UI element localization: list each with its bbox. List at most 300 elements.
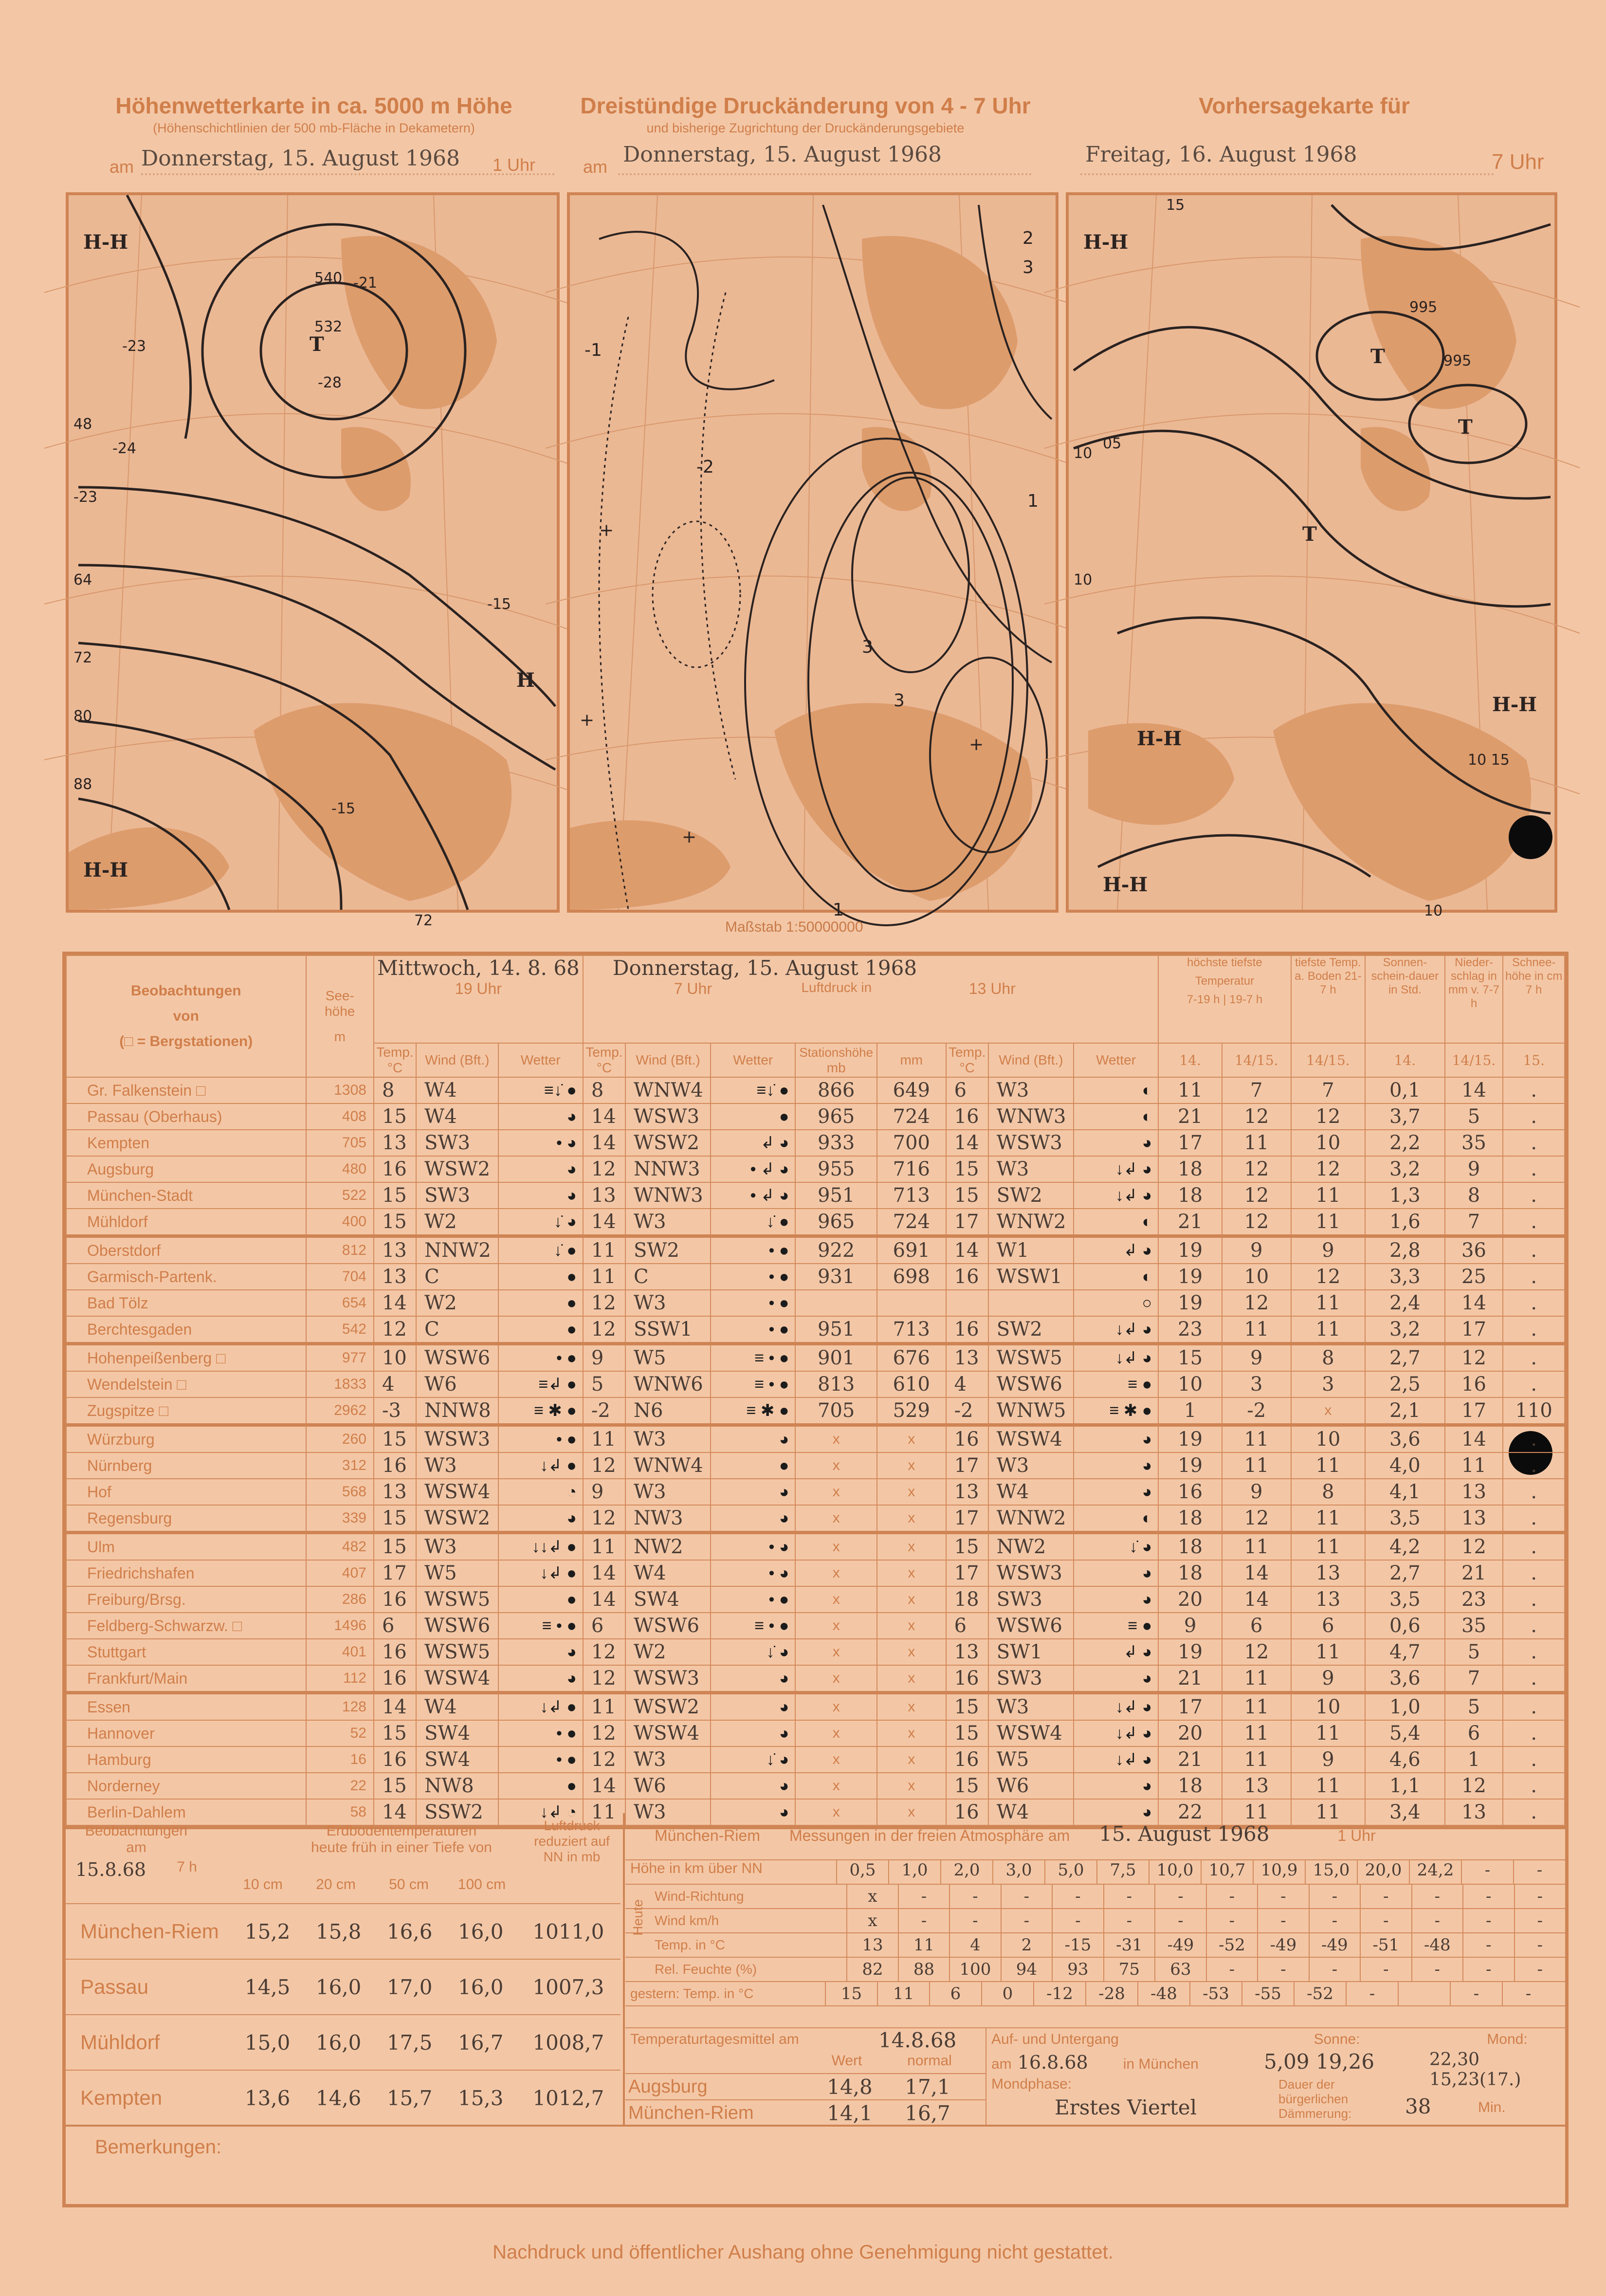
atmo-date: 15. August 1968 <box>1099 1822 1270 1846</box>
temp-min: 13 <box>1222 1773 1291 1799</box>
atmo-value: - <box>1360 1958 1411 1981</box>
station-height: 58 <box>306 1799 374 1825</box>
precipitation: 7 <box>1445 1209 1503 1236</box>
wind-19: SW4 <box>416 1746 498 1773</box>
precipitation: 36 <box>1445 1236 1503 1264</box>
temp-13: -2 <box>946 1397 988 1425</box>
temp-min: 12 <box>1222 1639 1291 1665</box>
col-head-d4: 14. <box>1365 1043 1444 1077</box>
map2-subtitle: und bisherige Zugrichtung der Druckänderungsgebiete <box>646 121 965 135</box>
soil-temp: 14,5 <box>244 1975 291 1999</box>
table-row <box>66 1316 1565 1344</box>
soil-pressure: 1007,3 <box>532 1975 604 1999</box>
table-row <box>66 1505 1565 1533</box>
weather-19: ≡↓̇ ● <box>498 1077 583 1103</box>
wind-7: W2 <box>625 1639 711 1665</box>
atmo-time: 1 Uhr <box>1337 1827 1376 1844</box>
temp-13: 13 <box>946 1639 988 1665</box>
sun-sonne-val: 5,09 19,26 <box>1264 2050 1375 2074</box>
sunshine-hours: 2,1 <box>1365 1397 1444 1425</box>
weather-19: ↓̇ ◕ <box>498 1209 583 1236</box>
map2-date: Donnerstag, 15. August 1968 <box>623 142 942 167</box>
temp-7: 9 <box>583 1479 625 1505</box>
sun-sonne: Sonne: <box>1314 2031 1360 2047</box>
station-height: 654 <box>306 1290 374 1316</box>
temp-19: 10 <box>374 1344 416 1372</box>
wind-13: WNW2 <box>988 1209 1074 1236</box>
ground-temp-min: 11 <box>1291 1533 1366 1561</box>
ground-temp-min: 11 <box>1291 1505 1366 1533</box>
wind-7: SW4 <box>625 1586 711 1613</box>
station-height: 2962 <box>306 1397 374 1425</box>
station-height: 400 <box>306 1209 374 1236</box>
station-name: Friedrichshafen <box>66 1560 306 1586</box>
pressure-mm: x <box>877 1533 946 1561</box>
table-row <box>66 1479 1565 1505</box>
station-name: Nürnberg <box>66 1452 306 1479</box>
sun-daemmer2: bürgerlichen <box>1278 2092 1349 2106</box>
weather-19: ◕ <box>498 1156 583 1182</box>
atmo-value: -49 <box>1309 1933 1360 1957</box>
sunshine-hours: 2,2 <box>1365 1130 1444 1156</box>
pressure-mm: 716 <box>877 1156 946 1182</box>
atmo-value: 94 <box>1001 1958 1052 1981</box>
atmo-value: - <box>1514 1909 1565 1932</box>
precipitation: 35 <box>1445 1613 1503 1639</box>
temp-13: 17 <box>946 1505 988 1533</box>
atmo-value: -55 <box>1241 1982 1294 2005</box>
svg-text:995: 995 <box>1443 352 1472 369</box>
table-row <box>66 1693 1565 1721</box>
pressure-mm: x <box>877 1746 946 1773</box>
station-name: Zugspitze □ <box>66 1397 306 1425</box>
wind-7: WSW2 <box>625 1130 711 1156</box>
atmo-rows <box>625 1885 1565 2006</box>
station-height: 705 <box>306 1130 374 1156</box>
soil-temp: 16,0 <box>457 1919 504 1944</box>
temp-7: 12 <box>583 1452 625 1479</box>
pressure-mb: x <box>795 1533 877 1561</box>
table-row <box>66 1397 1565 1425</box>
temp-min: 7 <box>1222 1077 1291 1103</box>
weather-19: ≡ • ● <box>498 1613 583 1639</box>
col-head-hoechst: höchste tiefste <box>1187 956 1262 969</box>
svg-text:-23: -23 <box>73 489 97 506</box>
svg-text:10: 10 <box>1074 445 1093 462</box>
atmo-value: - <box>1309 1958 1360 1981</box>
ground-temp-min: 10 <box>1291 1693 1366 1721</box>
precipitation: 11 <box>1445 1452 1503 1479</box>
weather-7: ↲ ◕ <box>711 1130 795 1156</box>
svg-text:-28: -28 <box>318 374 342 391</box>
weather-7: ● <box>711 1103 795 1130</box>
map1-title: Höhenwetterkarte in ca. 5000 m Höhe <box>115 93 512 118</box>
snow-depth: . <box>1503 1236 1565 1264</box>
sunshine-hours: 0,6 <box>1365 1613 1444 1639</box>
wind-13: W3 <box>988 1452 1074 1479</box>
sunshine-hours: 2,4 <box>1365 1290 1444 1316</box>
weather-19: ↓̇ ● <box>498 1236 583 1264</box>
temp-min: 11 <box>1222 1746 1291 1773</box>
ground-temp-min: 11 <box>1291 1209 1366 1236</box>
atmo-table <box>625 1859 1565 2006</box>
weather-13: ◕ <box>1074 1773 1158 1799</box>
atmo-value: - <box>1206 1885 1257 1908</box>
atmo-value: 88 <box>898 1958 949 1981</box>
wind-7: SSW1 <box>625 1316 711 1344</box>
weather-13: ◕ <box>1074 1799 1158 1825</box>
temp-max: 22 <box>1158 1799 1222 1825</box>
wind-7: W3 <box>625 1479 711 1505</box>
station-name: Hof <box>66 1479 306 1505</box>
sun-in: in München <box>1123 2056 1199 2072</box>
station-height: 112 <box>306 1665 374 1693</box>
weather-19: ↓↓↲ ● <box>498 1533 583 1561</box>
weather-13: ◕ <box>1074 1425 1158 1453</box>
station-height: 16 <box>306 1746 374 1773</box>
soil-depth-header: 100 cm <box>457 1876 506 1892</box>
remarks-label: Bemerkungen: <box>95 2136 222 2158</box>
svg-text:-2: -2 <box>696 457 714 477</box>
temp-13 <box>946 1290 988 1316</box>
table-row <box>66 1236 1565 1264</box>
col-head-sonne: Sonnen-schein-dauer in Std. <box>1365 955 1444 1043</box>
ground-temp-min: 12 <box>1291 1264 1366 1290</box>
soil-depth-header: 10 cm <box>243 1876 283 1892</box>
svg-text:-15: -15 <box>331 800 355 817</box>
tmean-normal: normal <box>907 2053 952 2069</box>
temp-13: 16 <box>946 1264 988 1290</box>
svg-text:10: 10 <box>1424 902 1443 919</box>
atmo-row-label: Wind km/h <box>655 1913 719 1928</box>
temp-min: 12 <box>1222 1156 1291 1182</box>
svg-text:T: T <box>310 333 324 356</box>
col-head-d5: 14/15. <box>1445 1043 1503 1077</box>
precipitation: 21 <box>1445 1560 1503 1586</box>
snow-depth: . <box>1503 1533 1565 1561</box>
temp-max: 20 <box>1158 1586 1222 1613</box>
map-scale: Maßstab 1:50000000 <box>725 919 863 935</box>
temp-7: 8 <box>583 1077 625 1103</box>
wind-13: W4 <box>988 1799 1074 1825</box>
ground-temp-min: 11 <box>1291 1639 1366 1665</box>
temp-13: 6 <box>946 1077 988 1103</box>
svg-text:15: 15 <box>1166 197 1185 214</box>
precipitation: 6 <box>1445 1720 1503 1746</box>
wind-19: C <box>416 1316 498 1344</box>
temp-max: 18 <box>1158 1505 1222 1533</box>
weather-19: • ● <box>498 1746 583 1773</box>
ground-temp-min: 9 <box>1291 1236 1366 1264</box>
svg-text:995: 995 <box>1409 299 1438 316</box>
col-head-temp-19: Temp. °C <box>374 1043 416 1077</box>
precipitation: 5 <box>1445 1693 1503 1721</box>
sun-daemmer <box>1278 2077 1351 2121</box>
svg-text:T: T <box>1370 345 1385 368</box>
temp-min: 11 <box>1222 1533 1291 1561</box>
temp-19: 16 <box>374 1452 416 1479</box>
precipitation: 17 <box>1445 1316 1503 1344</box>
soil-depth-headers <box>226 1876 523 1893</box>
col-head-13uhr: 13 Uhr <box>968 980 1016 997</box>
snow-depth: . <box>1503 1264 1565 1290</box>
svg-text:48: 48 <box>73 416 92 433</box>
temp-max: 18 <box>1158 1773 1222 1799</box>
wind-7: NW3 <box>625 1505 711 1533</box>
atmo-value: - <box>1309 1885 1360 1908</box>
temp-max: 18 <box>1158 1182 1222 1209</box>
col-head-7uhr: 7 Uhr <box>674 980 712 997</box>
temp-min: 11 <box>1222 1452 1291 1479</box>
wind-19: W4 <box>416 1077 498 1103</box>
soil-station: Mühldorf <box>80 2031 160 2054</box>
weather-19: ◔ <box>498 1479 583 1505</box>
soil-temp: 16,0 <box>315 2030 362 2055</box>
snow-depth: . <box>1503 1371 1565 1397</box>
precipitation: 23 <box>1445 1586 1503 1613</box>
wind-13: SW3 <box>988 1665 1074 1693</box>
atmo-value: - <box>1514 1933 1565 1957</box>
soil-station: München-Riem <box>80 1920 219 1943</box>
temp-13: 16 <box>946 1665 988 1693</box>
atmo-height: 10,0 <box>1149 1860 1201 1884</box>
sunshine-hours: 3,5 <box>1365 1505 1444 1533</box>
svg-text:H-H: H-H <box>1492 693 1537 716</box>
atmo-value: - <box>1462 1885 1514 1908</box>
temp-7: 13 <box>583 1182 625 1209</box>
atmo-height: 1,0 <box>888 1860 940 1884</box>
atmo-value: - <box>1309 1909 1360 1932</box>
pressure-mm: x <box>877 1505 946 1533</box>
forecast-map <box>1066 192 1557 919</box>
station-height: 128 <box>306 1693 374 1721</box>
temp-max: 18 <box>1158 1533 1222 1561</box>
temp-13: 15 <box>946 1720 988 1746</box>
weather-7: ◕ <box>711 1505 795 1533</box>
weather-7: • ● <box>711 1290 795 1316</box>
temp-13: 14 <box>946 1236 988 1264</box>
col-head-wind-13: Wind (Bft.) <box>988 1043 1074 1077</box>
snow-depth: . <box>1503 1130 1565 1156</box>
snow-depth: . <box>1503 1639 1565 1665</box>
temp-13: 17 <box>946 1452 988 1479</box>
pressure-mb: x <box>795 1720 877 1746</box>
pressure-mm: 700 <box>877 1130 946 1156</box>
precipitation: 1 <box>1445 1746 1503 1773</box>
wind-19: WSW2 <box>416 1156 498 1182</box>
wind-19: WSW6 <box>416 1344 498 1372</box>
map1-header <box>83 92 545 136</box>
station-name: Passau (Oberhaus) <box>66 1103 306 1130</box>
station-height: 812 <box>306 1236 374 1264</box>
atmo-height: - <box>1461 1860 1513 1884</box>
weather-7: • ● <box>711 1586 795 1613</box>
atmo-value: - <box>1103 1909 1154 1932</box>
atmo-value: 0 <box>981 1982 1033 2005</box>
wind-19: WSW4 <box>416 1665 498 1693</box>
temp-max: 1 <box>1158 1397 1222 1425</box>
pressure-mm: x <box>877 1639 946 1665</box>
station-name: Gr. Falkenstein □ <box>66 1077 306 1103</box>
wind-7: WNW4 <box>625 1077 711 1103</box>
atmo-value: -15 <box>1052 1933 1103 1957</box>
atmo-value: 15 <box>825 1982 877 2005</box>
temp-13: 15 <box>946 1693 988 1721</box>
station-height: 704 <box>306 1264 374 1290</box>
wind-7: WNW4 <box>625 1452 711 1479</box>
temp-min: 3 <box>1222 1371 1291 1397</box>
temp-13: 16 <box>946 1425 988 1453</box>
atmo-value: - <box>1154 1885 1205 1908</box>
atmo-title <box>655 1822 1376 1846</box>
weather-13: ◕ <box>1074 1560 1158 1586</box>
weather-7: ◕ <box>711 1665 795 1693</box>
station-name: Stuttgart <box>66 1639 306 1665</box>
ground-temp-min: 9 <box>1291 1746 1366 1773</box>
pressure-mb: 951 <box>795 1182 877 1209</box>
temp-13: 16 <box>946 1103 988 1130</box>
wind-7: SW2 <box>625 1236 711 1264</box>
ground-temp-min: 11 <box>1291 1799 1366 1825</box>
wind-19: NNW8 <box>416 1397 498 1425</box>
temp-7: 11 <box>583 1533 625 1561</box>
temp-13: 15 <box>946 1773 988 1799</box>
table-row <box>66 1560 1565 1586</box>
ground-temp-min: 13 <box>1291 1586 1366 1613</box>
soil-row <box>66 2070 620 2125</box>
pressure-mm: x <box>877 1773 946 1799</box>
temp-max: 20 <box>1158 1720 1222 1746</box>
pressure-mm: x <box>877 1665 946 1693</box>
weather-13: ↓̇ ◕ <box>1074 1533 1158 1561</box>
pressure-mm <box>877 1290 946 1316</box>
ground-temp-min: 12 <box>1291 1103 1366 1130</box>
map2-header <box>574 92 1037 136</box>
temp-19: 16 <box>374 1586 416 1613</box>
table-row <box>66 1103 1565 1130</box>
atmo-value: - <box>1502 1982 1554 2005</box>
atmo-value: - <box>898 1909 949 1932</box>
soil-temp: 16,0 <box>315 1975 362 1999</box>
atmo-value: 93 <box>1052 1958 1103 1981</box>
sun-phase: Erstes Viertel <box>1055 2095 1197 2119</box>
wind-13: WNW3 <box>988 1103 1074 1130</box>
temp-13: 4 <box>946 1371 988 1397</box>
table-row <box>66 1182 1565 1209</box>
temp-7: 11 <box>583 1799 625 1825</box>
atmo-rows-wrap <box>625 1885 1565 2006</box>
temp-13: 13 <box>946 1344 988 1372</box>
station-name: Bad Tölz <box>66 1290 306 1316</box>
wind-7: WSW3 <box>625 1665 711 1693</box>
wind-13: W3 <box>988 1077 1074 1103</box>
map1-am: am <box>110 157 134 177</box>
col-head-temp-7: Temp. °C <box>583 1043 625 1077</box>
temp-max: 19 <box>1158 1452 1222 1479</box>
temp-19: 13 <box>374 1130 416 1156</box>
snow-depth: . <box>1503 1773 1565 1799</box>
station-height: 1496 <box>306 1613 374 1639</box>
weather-19: ↓↲ ● <box>498 1452 583 1479</box>
temp-max: 21 <box>1158 1209 1222 1236</box>
atmo-value: -51 <box>1360 1933 1411 1957</box>
snow-depth: . <box>1503 1505 1565 1533</box>
atmo-row <box>625 1909 1565 1933</box>
temp-13: 16 <box>946 1316 988 1344</box>
svg-text:72: 72 <box>73 649 92 666</box>
temp-13: 15 <box>946 1156 988 1182</box>
weather-7: ● <box>711 1452 795 1479</box>
temp-7: 14 <box>583 1209 625 1236</box>
temp-max: 21 <box>1158 1665 1222 1693</box>
table-row <box>66 1746 1565 1773</box>
col-head-obs <box>66 955 306 1077</box>
snow-depth: . <box>1503 1479 1565 1505</box>
soil-date: 15.8.68 <box>75 1859 146 1880</box>
atmo-row-label: Wind-Richtung <box>655 1889 744 1904</box>
station-name: Feldberg-Schwarzw. □ <box>66 1613 306 1639</box>
temp-19: 13 <box>374 1236 416 1264</box>
svg-text:+: + <box>682 827 697 847</box>
wind-13: WSW4 <box>988 1425 1074 1453</box>
atmo-place: München-Riem <box>655 1827 760 1844</box>
pressure-mb: 965 <box>795 1209 877 1236</box>
map1-dots <box>141 173 555 175</box>
col-head-day2-date: Donnerstag, 15. August 1968 <box>612 956 917 980</box>
atmo-value: 100 <box>949 1958 1000 1981</box>
tmean-wert: Wert <box>831 2053 862 2069</box>
pressure-mb: x <box>795 1586 877 1613</box>
temp-min: 14 <box>1222 1586 1291 1613</box>
atmo-value: x <box>846 1909 897 1932</box>
tmean-rows <box>625 2073 986 2126</box>
atmo-height: 24,2 <box>1409 1860 1461 1884</box>
weather-19: ↓↲ ◔ <box>498 1799 583 1825</box>
weather-19: • ◕ <box>498 1130 583 1156</box>
pressure-mb: x <box>795 1746 877 1773</box>
atmo-value: -12 <box>1033 1982 1085 2005</box>
sun-mond-val: 22,30 15,23(17.) <box>1429 2050 1521 2090</box>
col-head-19uhr: 19 Uhr <box>455 980 502 997</box>
pressure-mb: 931 <box>795 1264 877 1290</box>
weather-7: ◕ <box>711 1773 795 1799</box>
sun-daemmer1: Dauer der <box>1278 2077 1335 2092</box>
soil-station: Passau <box>80 1975 149 1998</box>
tmean-wert-value: 14,8 <box>827 2075 873 2099</box>
pressure-mb: 705 <box>795 1397 877 1425</box>
wind-19: W3 <box>416 1452 498 1479</box>
snow-depth: . <box>1503 1746 1565 1773</box>
svg-text:10: 10 <box>1074 571 1093 588</box>
temp-min: 12 <box>1222 1182 1291 1209</box>
pressure-mm: 649 <box>877 1077 946 1103</box>
map3-time: 7 Uhr <box>1492 150 1544 174</box>
soil-temp: 16,6 <box>386 1919 433 1944</box>
sunshine-hours: 1,0 <box>1365 1693 1444 1721</box>
table-row <box>66 1639 1565 1665</box>
svg-text:64: 64 <box>73 571 92 588</box>
pressure-mb: x <box>795 1799 877 1825</box>
soil-temp: 15,3 <box>457 2086 504 2110</box>
wind-7: WNW6 <box>625 1371 711 1397</box>
soil-temp: 15,0 <box>244 2030 291 2055</box>
snow-depth: 110 <box>1503 1397 1565 1425</box>
soil-station: Kempten <box>80 2086 163 2109</box>
soil-temp: 14,6 <box>315 2086 362 2110</box>
snow-depth: . <box>1503 1344 1565 1372</box>
temp-19: 14 <box>374 1693 416 1721</box>
atmo-value: - <box>1450 1982 1502 2005</box>
